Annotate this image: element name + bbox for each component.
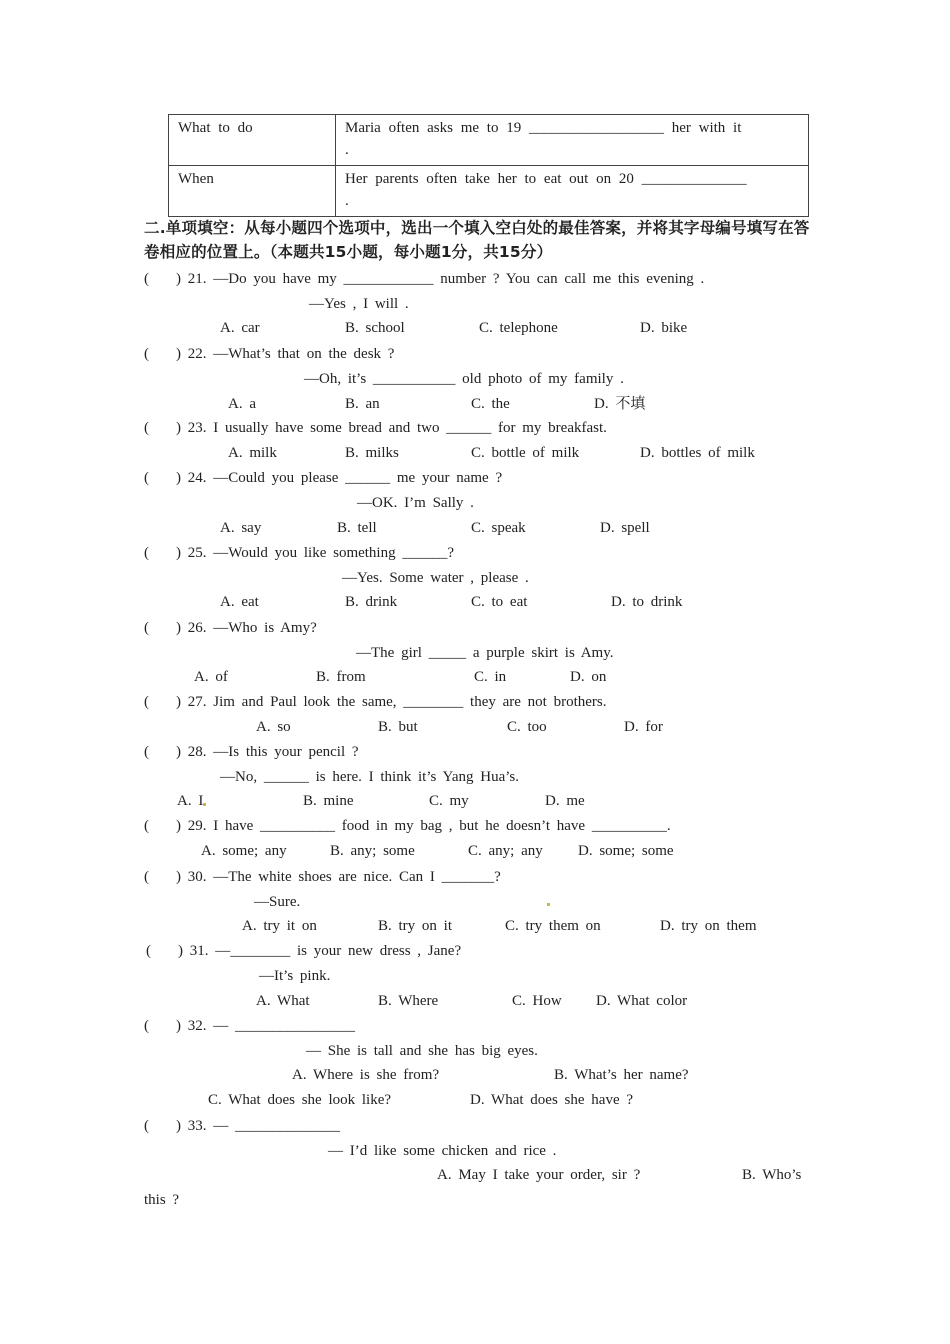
question-stem: ( ) 27. Jim and Paul look the same, ________ they are not brothers. xyxy=(144,694,607,710)
option-c: C. bottle of milk xyxy=(471,445,580,461)
option-a: A. say xyxy=(220,520,262,536)
option-c: C. telephone xyxy=(479,320,558,336)
option-b: B. Who’s xyxy=(742,1167,802,1183)
option-d: D. What does she have ? xyxy=(470,1092,634,1108)
question-reply: —Oh, it’s ___________ old photo of my family . xyxy=(304,371,624,387)
question-reply: —OK. I’m Sally . xyxy=(357,495,474,511)
question-stem: ( ) 28. —Is this your pencil ? xyxy=(144,744,359,760)
table-row xyxy=(169,166,809,217)
option-a: A. eat xyxy=(220,594,259,610)
option-d: D. on xyxy=(570,669,607,685)
option-c: C. to eat xyxy=(471,594,528,610)
question-reply: —No, ______ is here. I think it’s Yang Hua’s. xyxy=(220,769,519,785)
option-a: A. May I take your order, sir ? xyxy=(437,1167,641,1183)
question-stem: ( ) 31. —________ is your new dress , Jane? xyxy=(146,943,462,959)
option-d: D. bottles of milk xyxy=(640,445,755,461)
stray-mark xyxy=(203,803,206,806)
option-b: B. but xyxy=(378,719,418,735)
option-b: B. try on it xyxy=(378,918,453,934)
option-d: D. try on them xyxy=(660,918,757,934)
option-d: D. me xyxy=(545,793,585,809)
option-b: B. from xyxy=(316,669,366,685)
info-table xyxy=(168,114,809,217)
option-d: D. What color xyxy=(596,993,688,1009)
option-c: C. too xyxy=(507,719,547,735)
option-c: C. speak xyxy=(471,520,526,536)
option-b: B. tell xyxy=(337,520,377,536)
option-c: C. any; any xyxy=(468,843,543,859)
option-a: A. some; any xyxy=(201,843,287,859)
option-b: B. Where xyxy=(378,993,439,1009)
question-stem: ( ) 23. I usually have some bread and two ______ for my breakfast. xyxy=(144,420,607,436)
question-reply: —Yes , I will . xyxy=(309,296,409,312)
option-d: D. 不填 xyxy=(594,396,646,412)
option-a: A. try it on xyxy=(242,918,317,934)
option-a: A. What xyxy=(256,993,310,1009)
option-a: A. car xyxy=(220,320,260,336)
option-c: C. the xyxy=(471,396,510,412)
option-b: B. any; some xyxy=(330,843,415,859)
question-stem: ( ) 32. — ________________ xyxy=(144,1018,355,1034)
question-reply: — She is tall and she has big eyes. xyxy=(306,1043,538,1059)
option-a: A. I xyxy=(177,793,204,809)
option-d: D. some; some xyxy=(578,843,674,859)
option-b: B. milks xyxy=(345,445,399,461)
option-c: C. my xyxy=(429,793,469,809)
option-d: D. to drink xyxy=(611,594,683,610)
table-cell-content: Maria often asks me to 19 __________________ her with it . xyxy=(336,115,809,166)
table-cell-label: What to do xyxy=(169,115,336,166)
option-b: B. What’s her name? xyxy=(554,1067,689,1083)
option-a: A. milk xyxy=(228,445,277,461)
question-stem: ( ) 24. —Could you please ______ me your name ? xyxy=(144,470,503,486)
option-a: A. of xyxy=(194,669,228,685)
option-a: A. Where is she from? xyxy=(292,1067,440,1083)
question-stem: ( ) 26. —Who is Amy? xyxy=(144,620,317,636)
question-stem: ( ) 25. —Would you like something ______? xyxy=(144,545,455,561)
option-b: B. an xyxy=(345,396,380,412)
option-c: C. How xyxy=(512,993,562,1009)
option-b: B. mine xyxy=(303,793,354,809)
option-d: D. for xyxy=(624,719,663,735)
question-reply: —Sure. xyxy=(254,894,301,910)
stray-mark xyxy=(547,903,550,906)
question-stem: ( ) 30. —The white shoes are nice. Can I _______? xyxy=(144,869,501,885)
question-reply: —Yes. Some water , please . xyxy=(342,570,529,586)
question-reply: —It’s pink. xyxy=(259,968,331,984)
question-reply: —The girl _____ a purple skirt is Amy. xyxy=(356,645,614,661)
option-a: A. so xyxy=(256,719,291,735)
question-stem: ( ) 33. — ______________ xyxy=(144,1118,340,1134)
option-c: C. What does she look like? xyxy=(208,1092,392,1108)
question-stem: ( ) 21. —Do you have my ____________ number ? You can call me this evening . xyxy=(144,271,705,287)
table-cell-label: When xyxy=(169,166,336,217)
option-a: A. a xyxy=(228,396,256,412)
option-d: D. spell xyxy=(600,520,650,536)
option-b-continued: this ? xyxy=(144,1192,180,1208)
option-b: B. school xyxy=(345,320,405,336)
table-row xyxy=(169,115,809,166)
option-d: D. bike xyxy=(640,320,688,336)
option-c: C. in xyxy=(474,669,507,685)
question-stem: ( ) 29. I have __________ food in my bag , but he doesn’t have __________. xyxy=(144,818,671,834)
table-cell-content: Her parents often take her to eat out on 20 ______________ . xyxy=(336,166,809,217)
option-b: B. drink xyxy=(345,594,398,610)
section-title: 二.单项填空：从每小题四个选项中，选出一个填入空白处的最佳答案，并将其字母编号填写在答卷相应的位置上。（本题共15小题，每小题1分，共15分） xyxy=(144,219,810,261)
option-c: C. try them on xyxy=(505,918,601,934)
question-reply: — I’d like some chicken and rice . xyxy=(328,1143,557,1159)
question-stem: ( ) 22. —What’s that on the desk ? xyxy=(144,346,395,362)
